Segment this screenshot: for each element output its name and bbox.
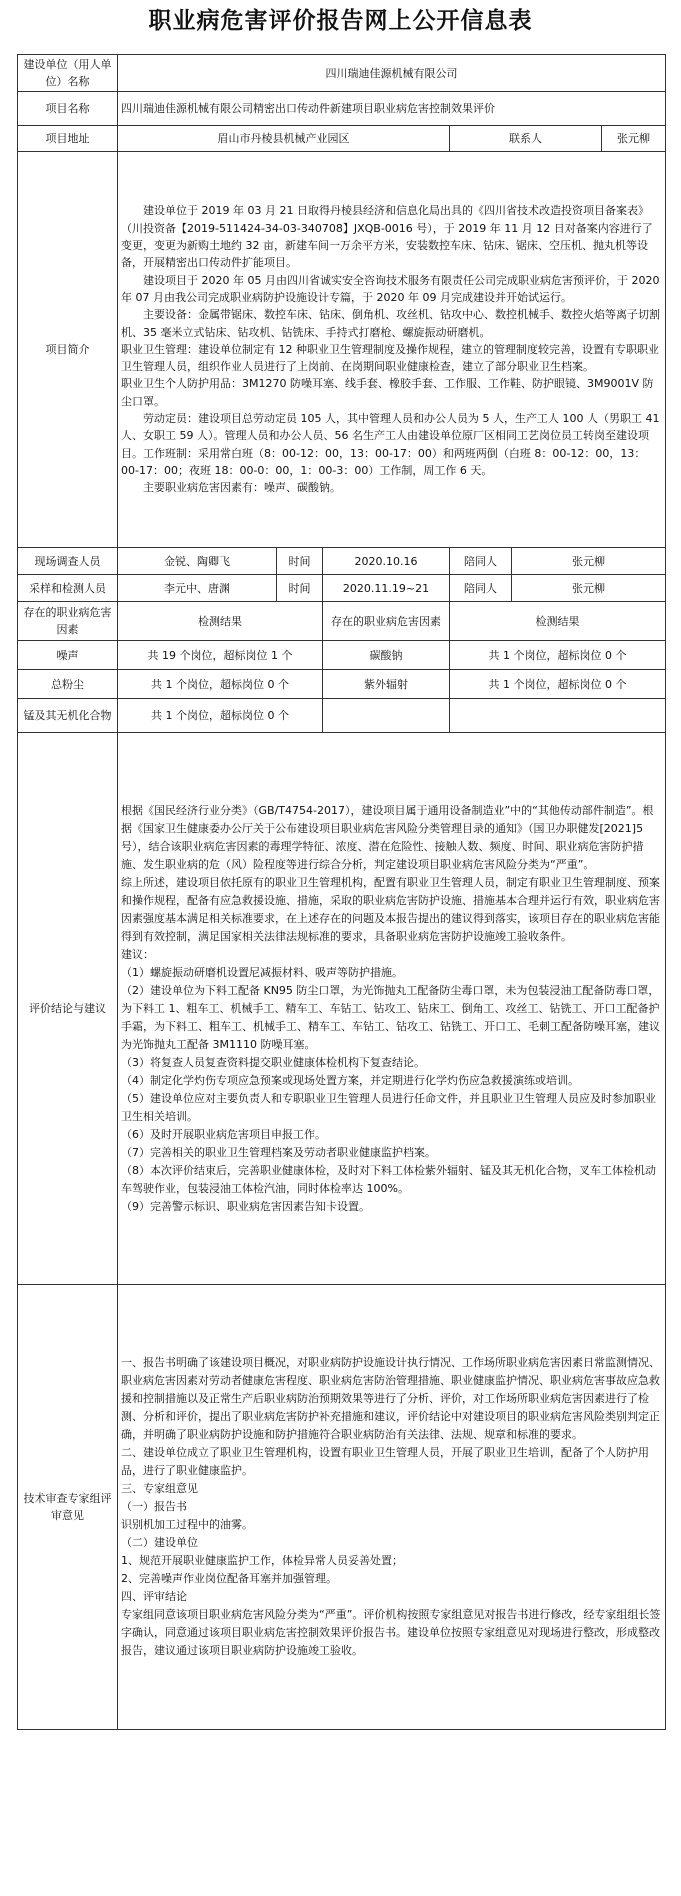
project-address: 眉山市丹棱县机械产业园区 (118, 126, 450, 152)
intro-paragraph: 建设项目于 2020 年 05 月由四川省诚实安全咨询技术服务有限责任公司完成职业病危害预评价，于 2020 年 07 月由我公司完成职业病防护设施设计专篇，于 2020 年 09 月完成建设并开始试运行。 (121, 273, 660, 304)
expert-paragraph: 1、规范开展职业健康监护工作，体检异常人员妥善处置； (121, 1554, 403, 1567)
row-unit (18, 55, 666, 92)
label-contact: 联系人 (450, 126, 602, 152)
intro-text (118, 152, 666, 548)
row-hazard (18, 641, 666, 670)
contact-person: 张元柳 (602, 126, 666, 152)
label-address: 项目地址 (18, 126, 118, 152)
label-survey: 现场调查人员 (18, 548, 118, 575)
expert-paragraph: 专家组同意该项目职业病危害风险分类为“严重”。评价机构按照专家组意见对报告书进行修改，经专家组组长签字确认，同意通过该项目职业病危害控制效果评价报告书。建设单位按照专家组意见对现场进行整改，形成整改报告，建议通过该项目职业病防护设施竣工验收。 (121, 1608, 661, 1657)
conclusion-item: （8）本次评价结束后，完善职业健康体检，及时对下料工体检紫外辐射、锰及其无机化合物，叉车工体检机动车驾驶作业，包装浸油工体检汽油，同时体检率达 100%。 (121, 1163, 656, 1195)
row-intro (18, 152, 666, 548)
sampling-accompany: 张元柳 (512, 575, 666, 602)
empty-cell (323, 699, 450, 733)
conclusion-item: （7）完善相关的职业卫生管理档案及劳动者职业健康监护档案。 (121, 1145, 436, 1159)
conclusion-item: （6）及时开展职业病危害项目申报工作。 (121, 1127, 326, 1141)
conclusion-item: （9）完善警示标识、职业病危害因素告知卡设置。 (121, 1199, 370, 1213)
intro-paragraph: 职业卫生个人防护用品：3M1270 防噪耳塞、线手套、橡胶手套、工作服、工作鞋、防护眼镜、3M9001V 防尘口罩。 (121, 377, 654, 408)
hazard-factor: 总粉尘 (18, 670, 118, 699)
label-unit: 建设单位（用人单位）名称 (18, 55, 118, 92)
row-address (18, 126, 666, 152)
conclusion-paragraph: 综上所述，建设项目依托原有的职业卫生管理机构，配置有职业卫生管理人员，制定有职业卫生管理制度、预案和操作规程，配备有应急救援设施、措施，采取的职业病危害防护设施、措施基本合理并运行有效，职业病危害因素强度基本满足相关标准要求，在上述存在的问题及本报告提出的建议得到落实，该项目存在的职业病危害能得到有效控制，满足国家相关法律法规标准的要求，具备职业病危害防护设施竣工验收条件。 (121, 875, 660, 943)
intro-paragraph: 建设单位于 2019 年 03 月 21 日取得丹棱县经济和信息化局出具的《四川省技术改造投资项目备案表》（川投资备【2019-511424-34-03-340708】JXQB-0016 号），于 2019 年 11 月 12 日对备案内容进行了变更，变更为新购土地约 32 亩，新建车间一万余平方米，安装数控车床、钻床、锯床、空压机、抛丸机等设备，开展精密出口传动件扩能项目。 (121, 204, 653, 270)
label-intro: 项目简介 (18, 152, 118, 548)
label-hazard-factor-2: 存在的职业病危害因素 (323, 602, 450, 641)
label-detection-result-2: 检测结果 (450, 602, 666, 641)
conclusion-item: （3）将复查人员复查资料提交职业健康体检机构下复查结论。 (121, 1055, 425, 1069)
row-conclusion (18, 733, 666, 1285)
hazard-result: 共 1 个岗位，超标岗位 0 个 (118, 699, 323, 733)
intro-paragraph: 主要设备：金属带锯床、数控车床、钻床、倒角机、攻丝机、钻攻中心、数控机械手、数控火焰等离子切割机、35 毫米立式钻床、钻攻机、钻铣床、手持式打磨枪、螺旋振动研磨机。 (121, 308, 660, 339)
label-sampling-time: 时间 (277, 575, 323, 602)
label-sampling: 采样和检测人员 (18, 575, 118, 602)
row-hazard (18, 699, 666, 733)
hazard-factor: 锰及其无机化合物 (18, 699, 118, 733)
survey-time: 2020.10.16 (323, 548, 450, 575)
expert-paragraph: 二、建设单位成立了职业卫生管理机构，设置有职业卫生管理人员，开展了职业卫生培训，配备了个人防护用品，进行了职业健康监护。 (121, 1446, 649, 1477)
page-title: 职业病危害评价报告网上公开信息表 (148, 8, 533, 34)
conclusion-item: （4）制定化学灼伤专项应急预案或现场处置方案，并定期进行化学灼伤应急救援演练或培训。 (121, 1073, 579, 1087)
sampling-time: 2020.11.19~21 (323, 575, 450, 602)
row-hazard-header (18, 602, 666, 641)
row-expert (18, 1285, 666, 1730)
conclusion-paragraph: 建议： (121, 947, 154, 961)
intro-paragraph: 主要职业病危害因素有：噪声、碳酸钠。 (143, 481, 341, 495)
row-sampling (18, 575, 666, 602)
row-hazard (18, 670, 666, 699)
expert-paragraph: 四、评审结论 (121, 1590, 187, 1603)
conclusion-item: （5）建设单位应对主要负责人和专职职业卫生管理人员进行任命文件，并且职业卫生管理人员应及时参加职业卫生相关培训。 (121, 1091, 656, 1123)
conclusion-item: （2）建设单位为下料工配备 KN95 防尘口罩，为光饰抛丸工配备防尘毒口罩，未为包装浸油工配备防毒口罩，为下料工 1、粗车工、机械手工、精车工、车钻工、钻攻工、钻床工、倒角工、攻丝工、钻铣工、开口工配备护手霜，为下料工、粗车工、机械手工、精车工、车钻工、钻攻工、钻铣工、开口工、毛刺工配备防噪耳塞，建议为光饰抛丸工配备 3M1110 防噪耳塞。 (121, 983, 660, 1051)
hazard-factor: 碳酸钠 (323, 641, 450, 670)
expert-paragraph: 三、专家组意见 (121, 1482, 198, 1495)
unit-name: 四川瑞迪佳源机械有限公司 (118, 55, 666, 92)
label-project-name: 项目名称 (18, 92, 118, 126)
hazard-result: 共 1 个岗位，超标岗位 0 个 (118, 670, 323, 699)
expert-paragraph: （一）报告书 (121, 1500, 187, 1513)
label-survey-accompany: 陪同人 (450, 548, 512, 575)
survey-accompany: 张元柳 (512, 548, 666, 575)
expert-paragraph: 2、完善噪声作业岗位配备耳塞并加强管理。 (121, 1572, 337, 1585)
label-sampling-accompany: 陪同人 (450, 575, 512, 602)
intro-paragraph: 职业卫生管理：建设单位制定有 12 种职业卫生管理制度及操作规程，建立的管理制度较完善，设置有专职职业卫生管理人员，组织作业人员进行了上岗前、在岗期间职业健康检查，建立了部分职业卫生档案。 (121, 342, 659, 374)
label-hazard-factor: 存在的职业病危害因素 (18, 602, 118, 641)
expert-paragraph: 一、报告书明确了该建设项目概况，对职业病防护设施设计执行情况、工作场所职业病危害因素日常监测情况、职业病危害因素对劳动者健康危害程度、职业病危害防治管理措施、职业健康监护情况、职业病危害事故应急救援和控制措施以及正常生产后职业病防治预期效果等进行了分析、评价，对工作场所职业病危害因素进行了检测、分析和评价，提出了职业病危害防护补充措施和建议，评价结论中对建设项目的职业病危害风险类别判定正确，并明确了职业病防护设施和防护措施符合职业病防治有关法律、法规、规章和标准的要求。 (121, 1356, 660, 1441)
conclusion-text (118, 733, 666, 1285)
expert-text (118, 1285, 666, 1730)
conclusion-item: （1）螺旋振动研磨机设置尼减振材料、吸声等防护措施。 (121, 965, 403, 979)
label-conclusion: 评价结论与建议 (18, 733, 118, 1285)
conclusion-paragraph: 根据《国民经济行业分类》（GB/T4754-2017），建设项目属于通用设备制造业”中的“其他传动部件制造”。根据《国家卫生健康委办公厅关于公布建设项目职业病危害风险分类管理目录的通知》（国卫办职健发[2021]5 号），结合该职业病危害因素的毒理学特征、浓度、潜在危险性、接触人数、频度、时间、职业病危害防护措施、发生职业病的危（风）险程度等进行综合分析，判定建设项目职业病危害风险分类为“严重”。 (121, 803, 654, 871)
label-detection-result: 检测结果 (118, 602, 323, 641)
hazard-factor: 紫外辐射 (323, 670, 450, 699)
hazard-result: 共 1 个岗位，超标岗位 0 个 (450, 670, 666, 699)
label-survey-time: 时间 (277, 548, 323, 575)
label-expert: 技术审查专家组评审意见 (18, 1285, 118, 1730)
row-survey (18, 548, 666, 575)
hazard-result: 共 19 个岗位，超标岗位 1 个 (118, 641, 323, 670)
expert-paragraph: （二）建设单位 (121, 1536, 198, 1549)
sampling-staff: 李元中、唐渊 (118, 575, 277, 602)
row-project-name (18, 92, 666, 126)
expert-paragraph: 识别机加工过程中的油雾。 (121, 1518, 253, 1531)
survey-staff: 金锐、陶卿飞 (118, 548, 277, 575)
hazard-factor: 噪声 (18, 641, 118, 670)
empty-cell (450, 699, 666, 733)
project-name: 四川瑞迪佳源机械有限公司精密出口传动件新建项目职业病危害控制效果评价 (118, 92, 666, 126)
info-table (17, 54, 666, 1730)
hazard-result: 共 1 个岗位，超标岗位 0 个 (450, 641, 666, 670)
intro-paragraph: 劳动定员：建设项目总劳动定员 105 人，其中管理人员和办公人员为 5 人，生产工人 100 人（男职工 41 人、女职工 59 人）。管理人员和办公人员、56 名生产工人由建设单位原厂区相同工艺岗位员工转岗至建设项目。工作班制：采用常白班（8：00-12：00，13：00-17：00）和两班两倒（白班 8：00-12：00，13：00-17：00；夜班 18：00-0：00，1：00-3：00）工作制，周工作 6 天。 (121, 412, 660, 477)
